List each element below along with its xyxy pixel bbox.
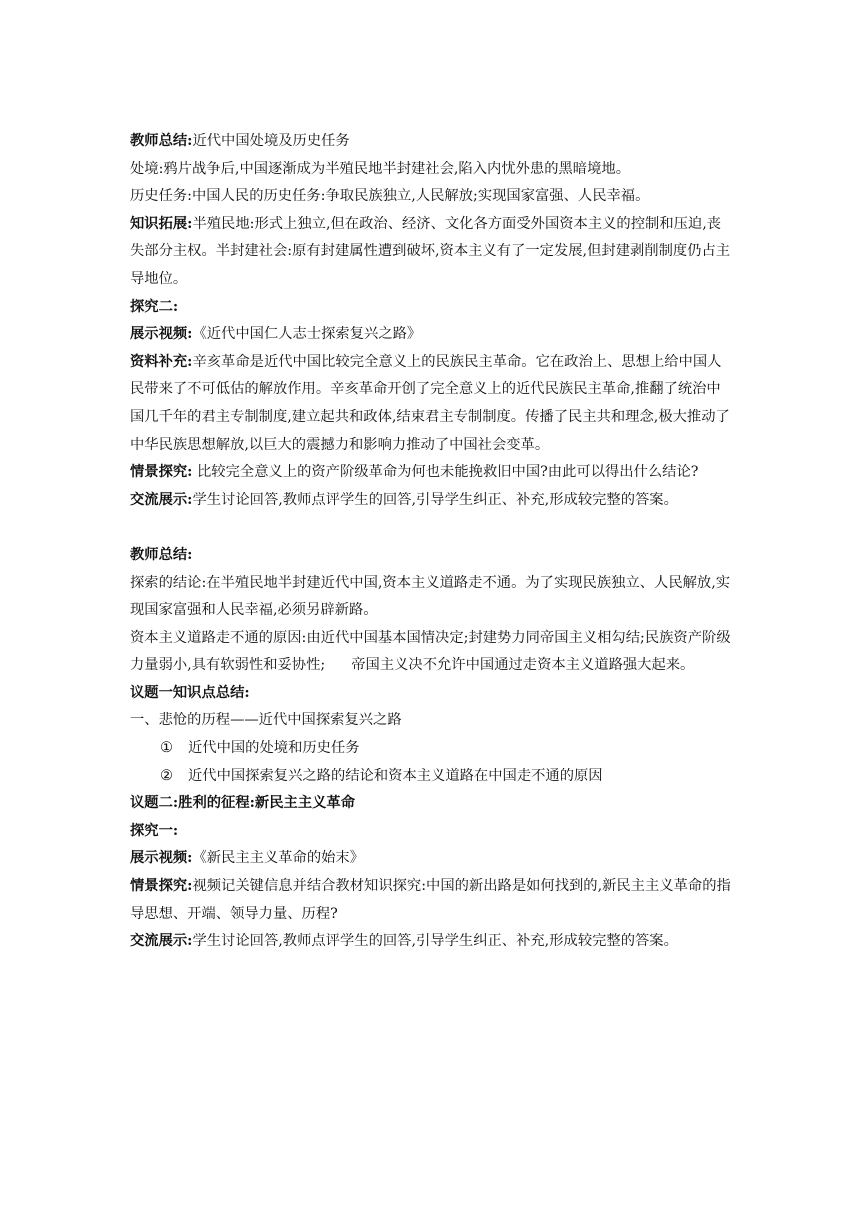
bold-label: 情景探究: <box>130 464 193 481</box>
paragraph-text: 学生讨论回答,教师点评学生的回答,引导学生纠正、补充,形成较完整的答案。 <box>192 491 678 508</box>
paragraph-text: 《近代中国仁人志士探索复兴之路》 <box>192 326 422 343</box>
list-text: 近代中国的处境和历史任务 <box>188 740 360 757</box>
bold-label: 展示视频: <box>130 850 193 867</box>
paragraph: 探索的结论:在半殖民地半封建近代中国,资本主义道路走不通。为了实现民族独立、人民解放,实现国家富强和人民幸福,必须另辟新路。 <box>130 574 731 619</box>
paragraph: 处境:鸦片战争后,中国逐渐成为半殖民地半封建社会,陷入内忧外患的黑暗境地。 <box>130 160 630 177</box>
section-heading: 议题二:胜利的征程:新民主主义革命 <box>130 795 356 812</box>
paragraph <box>130 928 732 956</box>
paragraph-text: 比较完全意义上的资产阶级革命为何也未能挽救旧中国?由此可以得出什么结论? <box>192 464 699 481</box>
list-number: ② <box>160 767 173 784</box>
paragraph <box>130 128 732 156</box>
section-heading: 探究二: <box>130 298 179 315</box>
paragraph-text: 辛亥革命是近代中国比较完全意义上的民族民主革命。它在政治上、思想上给中国人民带来了不可低估的解放作用。辛亥革命开创了完全意义上的近代民族民主革命,推翻了统治中国几千年的君主专制制度,建立起共和政体,结束君主专制制度。传播了民主共和理念,极大推动了中华民族思想解放,以巨大的震撼力和影响力推动了中国社会变革。 <box>130 353 730 453</box>
bold-label: 资料补充: <box>130 353 193 370</box>
paragraph-text: 视频记关键信息并结合教材知识探究:中国的新出路是如何找到的,新民主主义革命的指导思想、开端、领导力量、历程? <box>130 878 731 922</box>
paragraph-text: 《新民主主义革命的始末》 <box>192 850 365 867</box>
section-heading: 议题一知识点总结: <box>130 684 250 701</box>
paragraph <box>130 211 732 294</box>
paragraph <box>130 321 732 349</box>
paragraph-text: 帝国主义决不允许中国通过走资本主义道路强大起来。 <box>351 657 695 674</box>
paragraph-text: 半殖民地:形式上独立,但在政治、经济、文化各方面受外国资本主义的控制和压迫,丧失部分主权。半封建社会:原有封建属性遭到破坏,资本主义有了一定发展,但封建剥削制度仍占主导地位。 <box>130 215 731 287</box>
bold-label: 展示视频: <box>130 326 193 343</box>
bold-label: 教师总结: <box>130 133 193 149</box>
bold-label: 交流展示: <box>130 933 193 950</box>
paragraph <box>130 349 732 459</box>
section-heading: 探究一: <box>130 822 179 839</box>
paragraph <box>130 487 732 515</box>
paragraph <box>130 459 732 487</box>
bold-label: 交流展示: <box>130 491 193 508</box>
paragraph: 一、悲怆的历程——近代中国探索复兴之路 <box>130 712 402 729</box>
list-item <box>130 763 732 791</box>
list-text: 近代中国探索复兴之路的结论和资本主义道路在中国走不通的原因 <box>188 767 603 784</box>
list-item <box>130 735 732 763</box>
paragraph <box>130 873 732 928</box>
bold-label: 情景探究: <box>130 878 193 895</box>
blank-line <box>130 514 732 542</box>
document-page <box>130 128 732 956</box>
list-number: ① <box>160 740 173 757</box>
paragraph-text: 学生讨论回答,教师点评学生的回答,引导学生纠正、补充,形成较完整的答案。 <box>192 933 678 950</box>
paragraph: 历史任务:中国人民的历史任务:争取民族独立,人民解放;实现国家富强、人民幸福。 <box>130 188 650 205</box>
section-heading: 教师总结: <box>130 546 193 563</box>
paragraph-text: 近代中国处境及历史任务 <box>192 133 350 149</box>
bold-label: 知识拓展: <box>130 215 193 232</box>
paragraph <box>130 845 732 873</box>
paragraph <box>130 625 732 680</box>
paragraph-text: 资本主义道路走不通的原因:由近代中国基本国情决定;封建势力同帝国主义相勾结;民族资产阶级力量弱小,具有软弱性和妥协性; <box>130 629 731 674</box>
